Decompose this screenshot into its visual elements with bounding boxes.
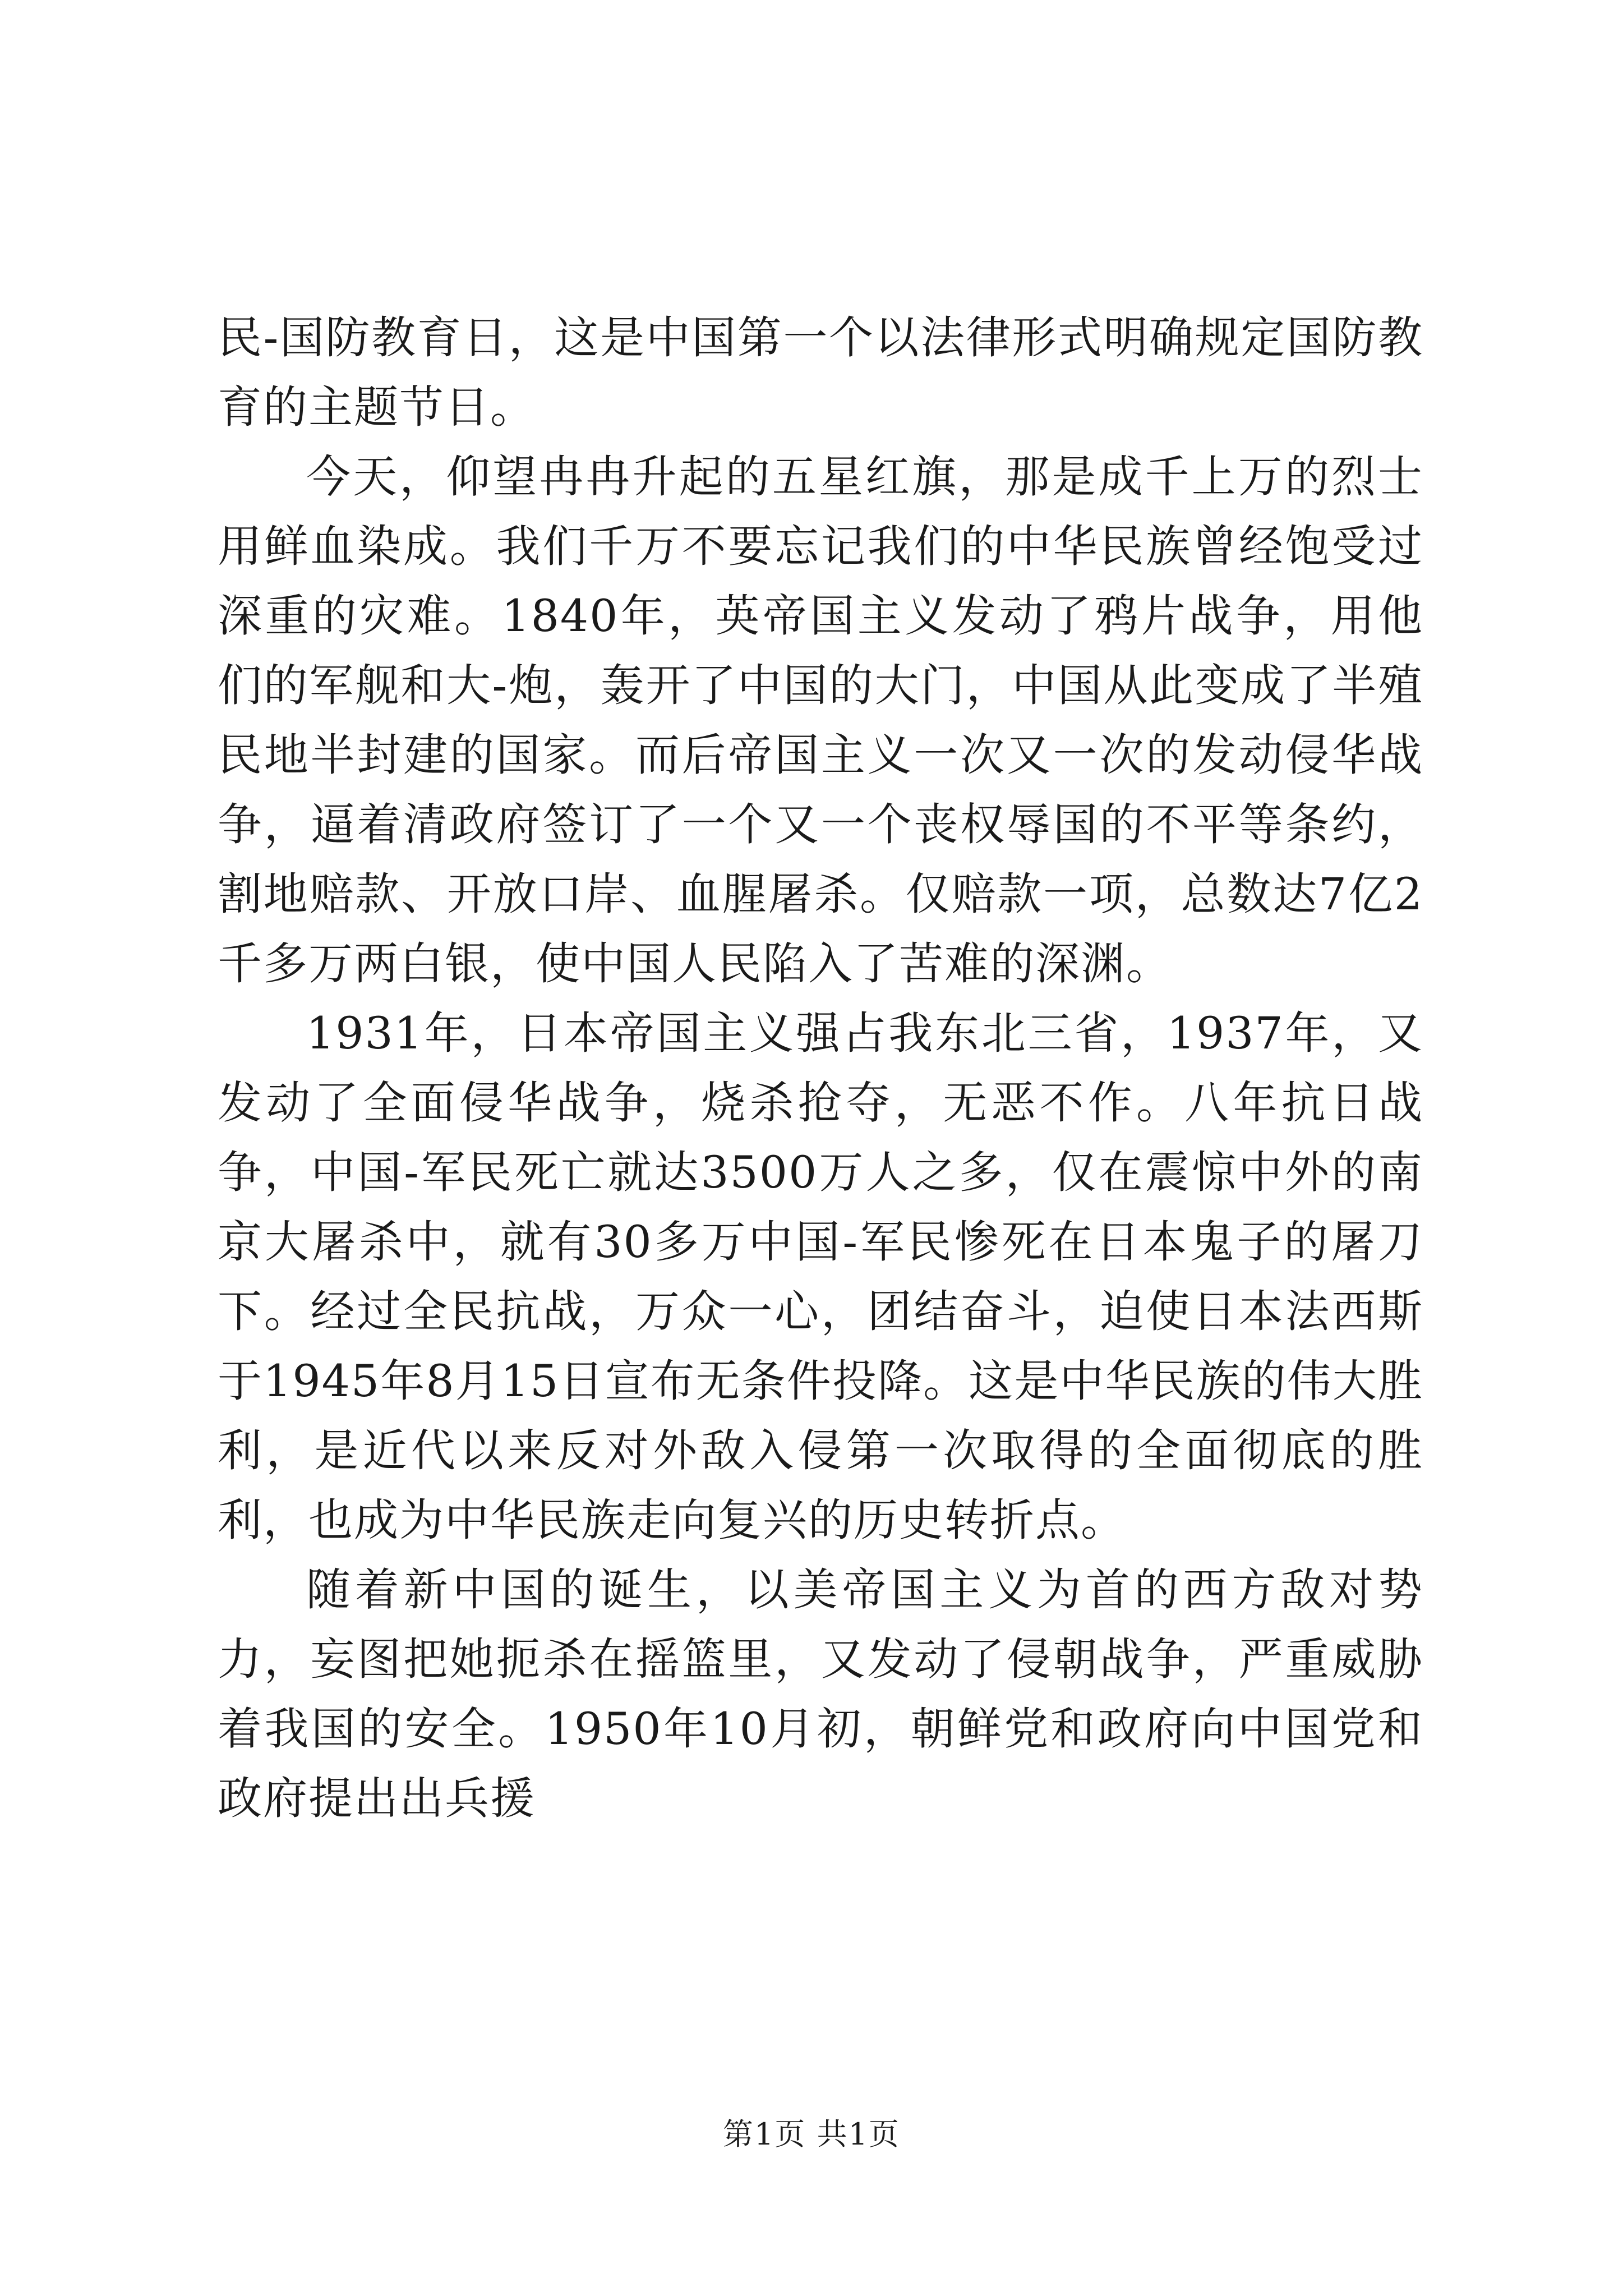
paragraph-1: 民-国防教育日，这是中国第一个以法律形式明确规定国防教育的主题节日。 xyxy=(218,312,1423,433)
paragraph-3: 1931年，日本帝国主义强占我东北三省，1937年，又发动了全面侵华战争，烧杀抢夺，无恶不作。八年抗日战争，中国-军民死亡就达3500万人之多，仅在震惊中外的南京大屠杀中，就有30多万中国-军民惨死在日本鬼子的屠刀下。经过全民抗战，万众一心，团结奋斗，迫使日本法西斯于1945年8月15日宣布无条件投降。这是中华民族的伟大胜利，是近代以来反对外敌入侵第一次取得的全面彻底的胜利，也成为中华民族走向复兴的历史转折点。 xyxy=(218,1007,1423,1546)
paragraph-2: 今天，仰望冉冉升起的五星红旗，那是成千上万的烈士用鲜血染成。我们千万不要忘记我们的中华民族曾经饱受过深重的灾难。1840年，英帝国主义发动了鸦片战争，用他们的军舰和大-炮，轰开了中国的大门，中国从此变成了半殖民地半封建的国家。而后帝国主义一次又一次的发动侵华战争，逼着清政府签订了一个又一个丧权辱国的不平等条约，割地赔款、开放口岸、血腥屠杀。仅赔款一项，总数达7亿2千多万两白银，使中国人民陷入了苦难的深渊。 xyxy=(218,451,1423,990)
document-body xyxy=(218,303,1423,1833)
paragraph-4: 随着新中国的诞生，以美帝国主义为首的西方敌对势力，妄图把她扼杀在摇篮里，又发动了侵朝战争，严重威胁着我国的安全。1950年10月初，朝鲜党和政府向中国党和政府提出出兵援 xyxy=(218,1564,1423,1824)
page-number-footer: 第1页 共1页 xyxy=(723,2116,900,2152)
